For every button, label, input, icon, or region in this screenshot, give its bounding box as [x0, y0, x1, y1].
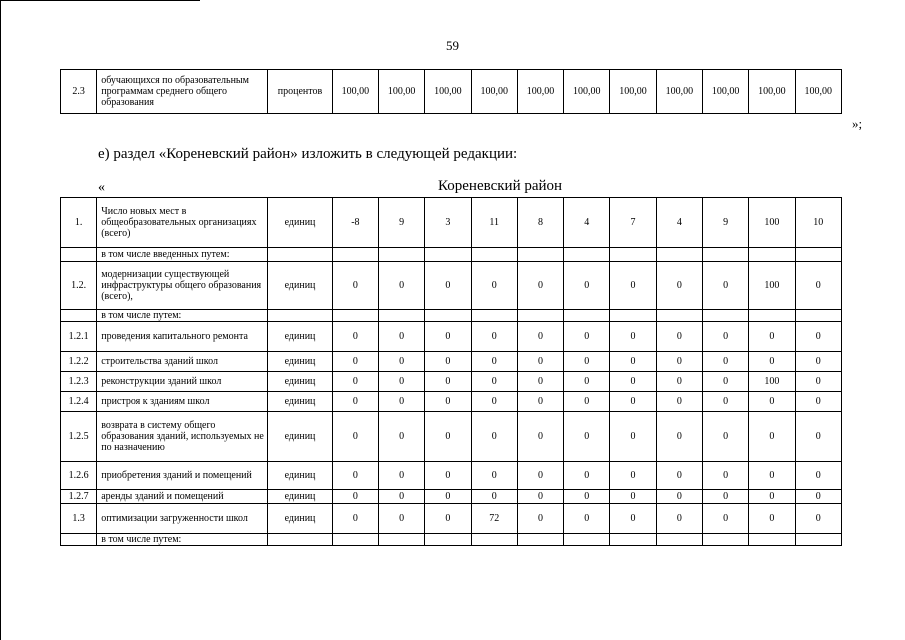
value-cell: 0: [379, 262, 425, 310]
value-cell: 0: [425, 352, 471, 372]
row-name: в том числе введенных путем:: [97, 248, 268, 262]
value-cell: 0: [610, 412, 656, 462]
value-cell: 0: [749, 352, 795, 372]
value-cell: 0: [656, 352, 702, 372]
value-cell: [425, 534, 471, 546]
value-cell: 0: [379, 412, 425, 462]
value-cell: 0: [517, 322, 563, 352]
row-name: строительства зданий школ: [97, 352, 268, 372]
row-name: реконструкции зданий школ: [97, 372, 268, 392]
value-cell: 0: [332, 322, 378, 352]
value-cell: 0: [795, 490, 841, 504]
page-border-top: [0, 0, 200, 1]
section-heading: е) раздел «Кореневский район» изложить в следующей редакции:: [98, 146, 518, 162]
value-cell: 0: [795, 262, 841, 310]
row-unit: [268, 534, 332, 546]
row-unit: единиц: [268, 504, 332, 534]
value-cell: 0: [471, 322, 517, 352]
row-unit: единиц: [268, 262, 332, 310]
value-cell: [471, 310, 517, 322]
table-row: [61, 198, 842, 248]
row-unit: процентов: [268, 70, 332, 114]
value-cell: 100,00: [332, 70, 378, 114]
value-cell: 0: [656, 462, 702, 490]
value-cell: [702, 248, 748, 262]
value-cell: [517, 310, 563, 322]
value-cell: [610, 248, 656, 262]
row-unit: [268, 310, 332, 322]
value-cell: [332, 248, 378, 262]
value-cell: [795, 534, 841, 546]
value-cell: 0: [795, 412, 841, 462]
value-cell: [749, 310, 795, 322]
row-name: в том числе путем:: [97, 310, 268, 322]
value-cell: 100,00: [564, 70, 610, 114]
row-name: проведения капитального ремонта: [97, 322, 268, 352]
value-cell: 10: [795, 198, 841, 248]
value-cell: 4: [564, 198, 610, 248]
table-row: [61, 392, 842, 412]
value-cell: 0: [379, 504, 425, 534]
value-cell: 100,00: [610, 70, 656, 114]
value-cell: 0: [564, 372, 610, 392]
value-cell: 0: [702, 504, 748, 534]
value-cell: 0: [425, 322, 471, 352]
value-cell: [656, 534, 702, 546]
value-cell: 0: [379, 352, 425, 372]
value-cell: 0: [564, 490, 610, 504]
value-cell: 0: [471, 412, 517, 462]
value-cell: [332, 310, 378, 322]
value-cell: 0: [379, 462, 425, 490]
table-row: [61, 490, 842, 504]
value-cell: 0: [702, 412, 748, 462]
value-cell: 0: [795, 322, 841, 352]
table-row: [61, 70, 842, 114]
value-cell: [749, 534, 795, 546]
page-border-left: [0, 0, 1, 640]
value-cell: 0: [471, 372, 517, 392]
row-name: приобретения зданий и помещений: [97, 462, 268, 490]
value-cell: 0: [702, 372, 748, 392]
value-cell: 0: [379, 372, 425, 392]
value-cell: 0: [656, 392, 702, 412]
value-cell: 3: [425, 198, 471, 248]
table-row: [61, 352, 842, 372]
value-cell: [749, 248, 795, 262]
value-cell: 0: [610, 322, 656, 352]
value-cell: 0: [795, 352, 841, 372]
row-code: [61, 310, 97, 322]
table-row: [61, 310, 842, 322]
value-cell: 0: [702, 490, 748, 504]
value-cell: 100: [749, 198, 795, 248]
value-cell: [379, 310, 425, 322]
row-code: [61, 534, 97, 546]
table-row: [61, 462, 842, 490]
row-unit: единиц: [268, 322, 332, 352]
top-table: [60, 69, 842, 114]
value-cell: 100: [749, 262, 795, 310]
table-row: [61, 534, 842, 546]
value-cell: [656, 248, 702, 262]
value-cell: 0: [656, 262, 702, 310]
value-cell: 0: [564, 462, 610, 490]
value-cell: 0: [564, 262, 610, 310]
value-cell: 0: [471, 392, 517, 412]
value-cell: 0: [656, 504, 702, 534]
page-number: 59: [446, 38, 459, 53]
value-cell: 0: [656, 490, 702, 504]
value-cell: 100,00: [702, 70, 748, 114]
value-cell: 0: [610, 490, 656, 504]
row-name: модернизации существующей инфраструктуры общего образования (всего),: [97, 262, 268, 310]
value-cell: 0: [332, 352, 378, 372]
value-cell: 0: [749, 412, 795, 462]
value-cell: [379, 534, 425, 546]
value-cell: 0: [610, 392, 656, 412]
value-cell: 0: [471, 462, 517, 490]
row-code: 1.: [61, 198, 97, 248]
value-cell: 0: [656, 322, 702, 352]
value-cell: 0: [795, 504, 841, 534]
value-cell: [425, 310, 471, 322]
value-cell: 0: [425, 262, 471, 310]
value-cell: 0: [656, 412, 702, 462]
value-cell: 9: [702, 198, 748, 248]
value-cell: 0: [610, 372, 656, 392]
row-unit: [268, 248, 332, 262]
value-cell: 0: [379, 392, 425, 412]
value-cell: -8: [332, 198, 378, 248]
value-cell: 0: [702, 322, 748, 352]
value-cell: [564, 248, 610, 262]
value-cell: 0: [332, 490, 378, 504]
value-cell: [564, 310, 610, 322]
row-name: возврата в систему общего образования зданий, используемых не по назначению: [97, 412, 268, 462]
table-row: [61, 262, 842, 310]
value-cell: [517, 534, 563, 546]
value-cell: 0: [564, 352, 610, 372]
value-cell: 9: [379, 198, 425, 248]
value-cell: 100,00: [425, 70, 471, 114]
value-cell: [332, 534, 378, 546]
value-cell: 100,00: [656, 70, 702, 114]
value-cell: 0: [425, 392, 471, 412]
value-cell: 0: [517, 352, 563, 372]
value-cell: 0: [517, 392, 563, 412]
value-cell: 0: [610, 504, 656, 534]
value-cell: 0: [610, 352, 656, 372]
table-row: [61, 412, 842, 462]
value-cell: 0: [702, 462, 748, 490]
value-cell: [564, 534, 610, 546]
row-code: 1.2.6: [61, 462, 97, 490]
value-cell: 100,00: [795, 70, 841, 114]
district-title: Кореневский район: [438, 178, 563, 194]
value-cell: 100,00: [379, 70, 425, 114]
value-cell: 0: [332, 392, 378, 412]
value-cell: 0: [471, 262, 517, 310]
value-cell: 0: [517, 504, 563, 534]
row-name: в том числе путем:: [97, 534, 268, 546]
value-cell: 7: [610, 198, 656, 248]
value-cell: 0: [517, 372, 563, 392]
value-cell: [517, 248, 563, 262]
row-name: пристроя к зданиям школ: [97, 392, 268, 412]
value-cell: [471, 248, 517, 262]
value-cell: [379, 248, 425, 262]
value-cell: 0: [332, 372, 378, 392]
row-code: 1.2.: [61, 262, 97, 310]
main-table: [60, 197, 842, 546]
value-cell: 0: [610, 462, 656, 490]
value-cell: [471, 534, 517, 546]
value-cell: 0: [517, 462, 563, 490]
value-cell: 0: [425, 490, 471, 504]
value-cell: 0: [795, 372, 841, 392]
row-unit: единиц: [268, 412, 332, 462]
value-cell: [425, 248, 471, 262]
value-cell: [702, 534, 748, 546]
value-cell: [610, 310, 656, 322]
value-cell: 0: [749, 490, 795, 504]
value-cell: 0: [564, 504, 610, 534]
value-cell: 0: [702, 352, 748, 372]
value-cell: 100,00: [749, 70, 795, 114]
row-unit: единиц: [268, 352, 332, 372]
row-code: [61, 248, 97, 262]
row-name: Число новых мест в общеобразовательных организациях (всего): [97, 198, 268, 248]
table-row: [61, 322, 842, 352]
row-name: аренды зданий и помещений: [97, 490, 268, 504]
value-cell: 0: [749, 504, 795, 534]
table-row: [61, 372, 842, 392]
row-code: 1.2.1: [61, 322, 97, 352]
value-cell: 0: [749, 462, 795, 490]
value-cell: 0: [332, 504, 378, 534]
value-cell: 0: [471, 490, 517, 504]
value-cell: [702, 310, 748, 322]
value-cell: 0: [702, 262, 748, 310]
open-quote-mark: «: [98, 180, 105, 195]
value-cell: 0: [471, 352, 517, 372]
row-unit: единиц: [268, 198, 332, 248]
row-code: 1.2.7: [61, 490, 97, 504]
value-cell: 0: [332, 462, 378, 490]
value-cell: 0: [610, 262, 656, 310]
value-cell: 0: [332, 412, 378, 462]
value-cell: 0: [702, 392, 748, 412]
value-cell: 0: [517, 412, 563, 462]
value-cell: 0: [425, 372, 471, 392]
row-code: 1.2.3: [61, 372, 97, 392]
row-name: оптимизации загруженности школ: [97, 504, 268, 534]
value-cell: 100: [749, 372, 795, 392]
value-cell: [610, 534, 656, 546]
value-cell: 0: [564, 412, 610, 462]
row-unit: единиц: [268, 392, 332, 412]
value-cell: 0: [332, 262, 378, 310]
value-cell: 0: [795, 392, 841, 412]
value-cell: 72: [471, 504, 517, 534]
row-unit: единиц: [268, 462, 332, 490]
table-row: [61, 248, 842, 262]
row-code: 1.3: [61, 504, 97, 534]
value-cell: 0: [564, 322, 610, 352]
value-cell: 0: [379, 490, 425, 504]
row-code: 2.3: [61, 70, 97, 114]
row-code: 1.2.5: [61, 412, 97, 462]
value-cell: 0: [749, 392, 795, 412]
value-cell: 0: [425, 504, 471, 534]
value-cell: 0: [749, 322, 795, 352]
value-cell: 0: [656, 372, 702, 392]
value-cell: 0: [517, 490, 563, 504]
row-code: 1.2.4: [61, 392, 97, 412]
value-cell: 0: [425, 412, 471, 462]
table-row: [61, 504, 842, 534]
value-cell: 0: [795, 462, 841, 490]
value-cell: 0: [564, 392, 610, 412]
row-unit: единиц: [268, 490, 332, 504]
value-cell: 0: [517, 262, 563, 310]
value-cell: 11: [471, 198, 517, 248]
row-code: 1.2.2: [61, 352, 97, 372]
value-cell: 100,00: [471, 70, 517, 114]
value-cell: 8: [517, 198, 563, 248]
value-cell: 0: [425, 462, 471, 490]
row-unit: единиц: [268, 372, 332, 392]
value-cell: 100,00: [517, 70, 563, 114]
closing-quote-mark: »;: [852, 116, 863, 131]
value-cell: [795, 310, 841, 322]
row-name: обучающихся по образовательным программам среднего общего образования: [97, 70, 268, 114]
value-cell: 4: [656, 198, 702, 248]
value-cell: [795, 248, 841, 262]
value-cell: 0: [379, 322, 425, 352]
value-cell: [656, 310, 702, 322]
